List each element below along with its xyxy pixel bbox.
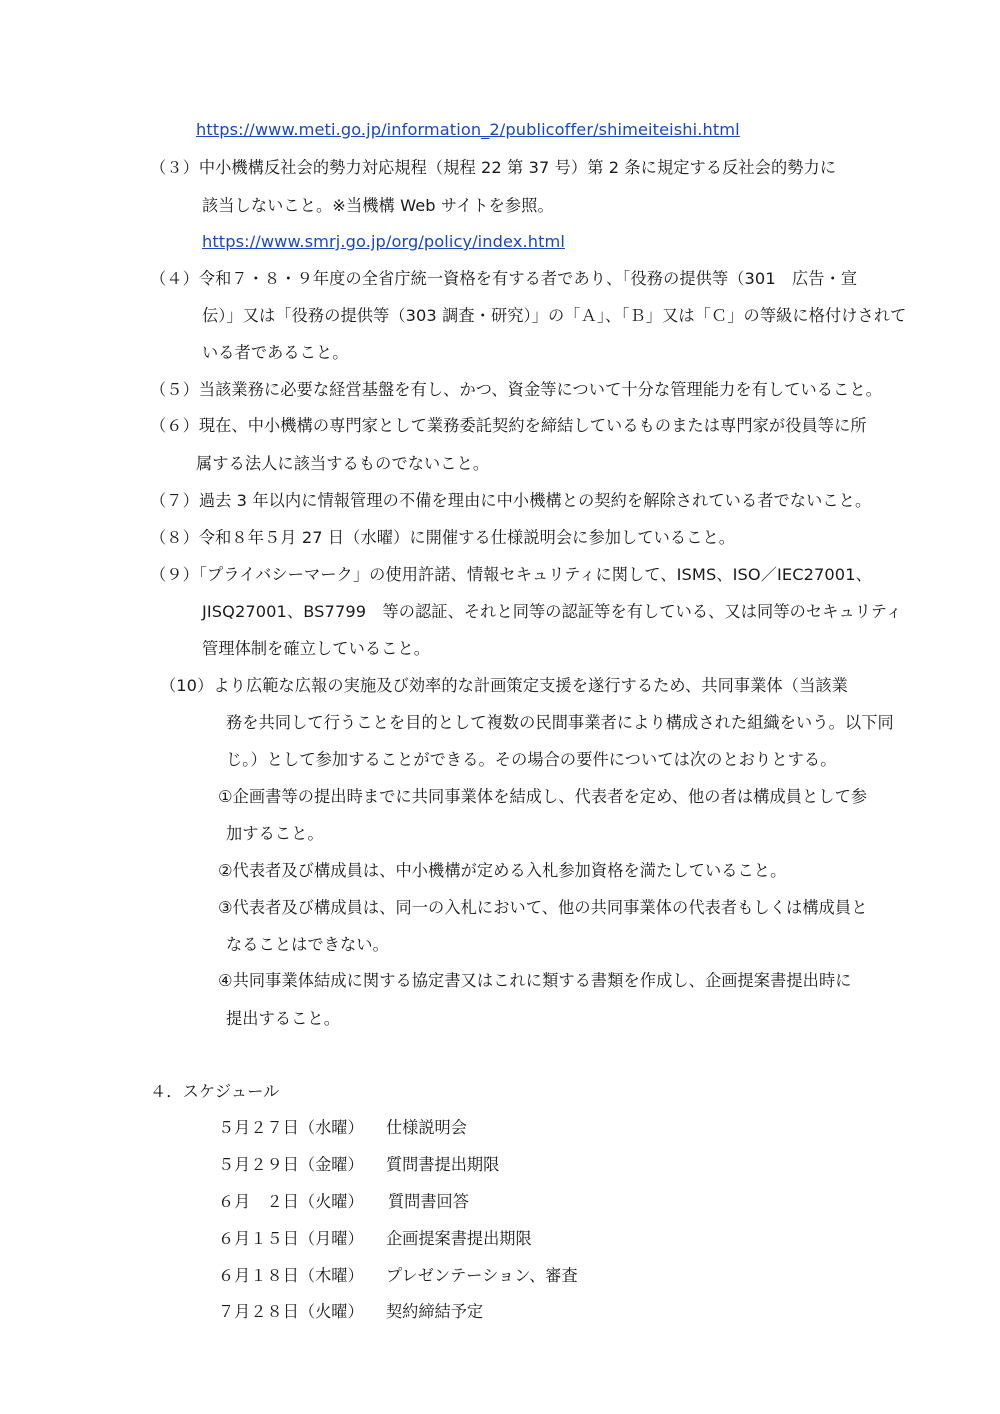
item-10-line-2: 務を共同して行うことを目的として複数の民間事業者により構成された組織をいう。以下同 [226, 713, 894, 732]
item-9-line-2: JISQ27001、BS7799 等の認証、それと同等の認証等を有している、又は同等のセキュリティ [202, 602, 903, 621]
schedule-event-6: 契約締結予定 [386, 1302, 484, 1321]
sub-3-line-1: ③代表者及び構成員は、同一の入札において、他の共同事業体の代表者もしくは構成員と [218, 898, 868, 917]
schedule-date-6: ７月２８日（火曜） [218, 1302, 364, 1321]
item-3-line-2: 該当しないこと。※当機構 Web サイトを参照。 [202, 196, 554, 215]
item-10-line-3: じ。）として参加することができる。その場合の要件については次のとおりとする。 [226, 750, 837, 769]
sub-3-line-2: なることはできない。 [226, 935, 389, 954]
item-6-line-2: 属する法人に該当するものでないこと。 [196, 454, 490, 473]
schedule-event-1: 仕様説明会 [386, 1118, 467, 1137]
smrj-link[interactable]: https://www.smrj.go.jp/org/policy/index.html [202, 232, 565, 251]
item-9-line-1: （９）「プライバシーマーク」の使用許諾、情報セキュリティに関して、ISMS、ISO／IEC27001、 [150, 565, 872, 584]
item-7-line-1: （７）過去 3 年以内に情報管理の不備を理由に中小機構との契約を解除されている者でないこと。 [150, 491, 872, 510]
schedule-event-5: プレゼンテーション、審査 [386, 1266, 578, 1285]
sub-4-line-2: 提出すること。 [226, 1009, 341, 1028]
schedule-date-5: ６月１８日（木曜） [218, 1266, 364, 1285]
item-4-line-2: 伝）」又は「役務の提供等（303 調査・研究）」の「Ａ」、「Ｂ」又は「Ｃ」の等級に格付けされて [202, 306, 907, 325]
schedule-event-4: 企画提案書提出期限 [386, 1229, 532, 1248]
meti-link[interactable]: https://www.meti.go.jp/information_2/publicoffer/shimeiteishi.html [196, 120, 740, 139]
schedule-date-4: ６月１５日（月曜） [218, 1229, 364, 1248]
item-3-line-1: （３）中小機構反社会的勢力対応規程（規程 22 第 37 号）第 2 条に規定する反社会的勢力に [150, 158, 837, 177]
item-5-line-1: （５）当該業務に必要な経営基盤を有し、かつ、資金等について十分な管理能力を有していること。 [150, 380, 882, 399]
item-4-line-1: （４）令和７・８・９年度の全省庁統一資格を有する者であり、「役務の提供等（301 広告・宣 [150, 269, 858, 288]
sub-1-line-2: 加すること。 [226, 824, 324, 843]
sub-1-line-1: ①企画書等の提出時までに共同事業体を結成し、代表者を定め、他の者は構成員として参 [218, 787, 868, 806]
item-9-line-3: 管理体制を確立していること。 [202, 639, 431, 658]
schedule-event-3: 質問書回答 [388, 1192, 469, 1211]
schedule-date-3: ６月 ２日（火曜） [218, 1192, 364, 1211]
sub-2-line-1: ②代表者及び構成員は、中小機構が定める入札参加資格を満たしていること。 [218, 861, 787, 880]
schedule-heading: ４．スケジュール [150, 1082, 280, 1101]
item-6-line-1: （６）現在、中小機構の専門家として業務委託契約を締結しているものまたは専門家が役員等に所 [150, 416, 867, 435]
item-4-line-3: いる者であること。 [202, 343, 349, 362]
item-10-line-1: （10）より広範な広報の実施及び効率的な計画策定支援を遂行するため、共同事業体（当該業 [160, 676, 848, 695]
sub-4-line-1: ④共同事業体結成に関する協定書又はこれに類する書類を作成し、企画提案書提出時に [218, 971, 852, 990]
schedule-date-2: ５月２９日（金曜） [218, 1155, 364, 1174]
item-8-line-1: （８）令和８年５月 27 日（水曜）に開催する仕様説明会に参加していること。 [150, 528, 736, 547]
schedule-date-1: ５月２７日（水曜） [218, 1118, 364, 1137]
schedule-event-2: 質問書提出期限 [386, 1155, 500, 1174]
